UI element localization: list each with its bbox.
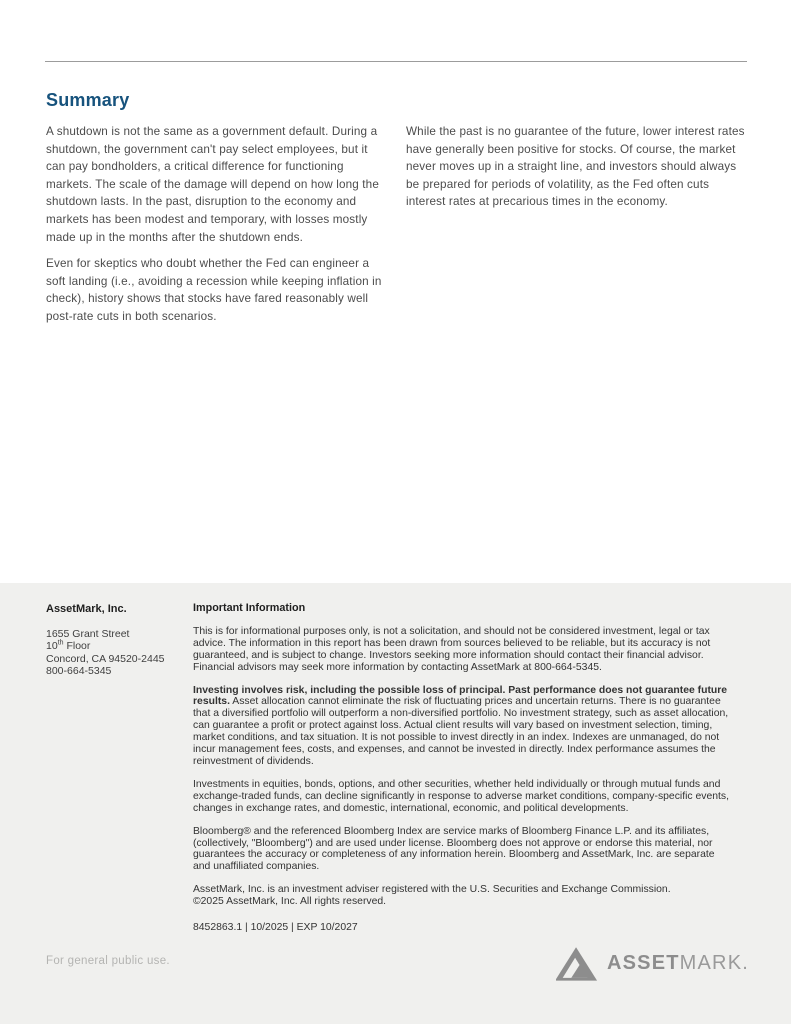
- disclosure-paragraph: This is for informational purposes only, is not a solicitation, and should not be considered investment, legal or tax advice. The information in this report has been drawn from sources believed to be reliable, but its accuracy is not guaranteed, and is subject to change. Investors seeking more information should contact their financial advisor. Financial advisors may seek more information by contacting AssetMark at 800-664-5345.: [193, 625, 711, 673]
- disclosure-paragraph: [193, 884, 733, 908]
- copyright-line: ©2025 AssetMark, Inc. All rights reserved.: [193, 896, 387, 908]
- body-paragraph: Even for skeptics who doubt whether the Fed can engineer a soft landing (i.e., avoiding a recession while keeping inflation in check), history shows that stocks have fared reasonably well post-rate cuts in both scenarios.: [46, 257, 382, 323]
- disclosure-paragraph: Investing involves risk, including the possible loss of principal. Past performance does not guarantee future results. Asset allocation cannot eliminate the risk of fluctuating prices and uncertain returns. There is no guarantee that a diversified portfolio will outperform a non-diversified portfolio. No investment strategy, such as asset allocation, can guarantee a profit or protect against loss. Actual client results will vary based on investment selection, timing, market conditions, and tax situation. It is not possible to invest directly in an index. Indexes are unmanaged, do not incur management fees, costs, and expenses, and cannot be invested in directly. Index performance assumes the reinvestment of dividends.: [193, 684, 729, 767]
- assetmark-logo: [556, 945, 749, 982]
- address-floor: 10th Floor: [46, 639, 91, 653]
- left-column: [46, 123, 387, 335]
- company-info-block: [46, 603, 186, 677]
- important-information-block: [193, 603, 733, 945]
- right-column: [406, 123, 747, 335]
- address-street: 1655 Grant Street: [46, 628, 130, 640]
- body-paragraph: While the past is no guarantee of the future, lower interest rates have generally been positive for stocks. Of course, the market never moves up in a straight line, and investors should always be prepared for periods of volatility, as the Fed often cuts interest rates at precarious times in the economy.: [406, 125, 745, 209]
- assetmark-wordmark: ASSETMARK.: [606, 952, 749, 974]
- public-use-note: For general public use.: [46, 955, 170, 967]
- company-phone: 800-664-5345: [46, 664, 112, 677]
- disclosure-paragraph: Bloomberg® and the referenced Bloomberg Index are service marks of Bloomberg Finance L.P. and its affiliates, (collectively, "Bloomberg") and are used under license. Bloomberg does not approve or endorse this material, nor guarantees the accuracy or completeness of any information herein. Bloomberg and AssetMark, Inc. are separate and unaffiliated companies.: [193, 825, 715, 873]
- address-city: Concord, CA 94520-2445: [46, 652, 165, 665]
- company-name: AssetMark, Inc.: [46, 603, 127, 615]
- document-id-line: 8452863.1 | 10/2025 | EXP 10/2027: [193, 922, 358, 934]
- sec-registration-line: AssetMark, Inc. is an investment adviser registered with the U.S. Securities and Exchange Commission.: [193, 884, 671, 896]
- company-address: [46, 628, 186, 677]
- disclosure-bold-lead: Investing involves risk, including the possible loss of principal. Past performance does not guarantee future results.: [193, 684, 728, 708]
- page-title: Summary: [46, 90, 130, 110]
- disclosure-paragraph: Investments in equities, bonds, options, and other securities, whether held individually or through mutual funds and exchange-traded funds, can decline significantly in response to adverse market conditions, company-specific events, changes in exchange rates, and domestic, international, economic, and political developments.: [193, 778, 729, 814]
- important-information-heading: Important Information: [193, 602, 306, 614]
- assetmark-triangle-icon: [556, 945, 598, 982]
- header-rule: [45, 61, 747, 62]
- disclosure-footer: [0, 583, 791, 1024]
- summary-columns: [46, 123, 747, 335]
- body-paragraph: A shutdown is not the same as a government default. During a shutdown, the government can't pay select employees, but it can pay bondholders, a critical difference for functioning markets. The scale of the damage will depend on how long the shutdown lasts. In the past, disruption to the economy and markets has been modest and temporary, with losses mostly made up in the months after the shutdown ends.: [46, 125, 379, 244]
